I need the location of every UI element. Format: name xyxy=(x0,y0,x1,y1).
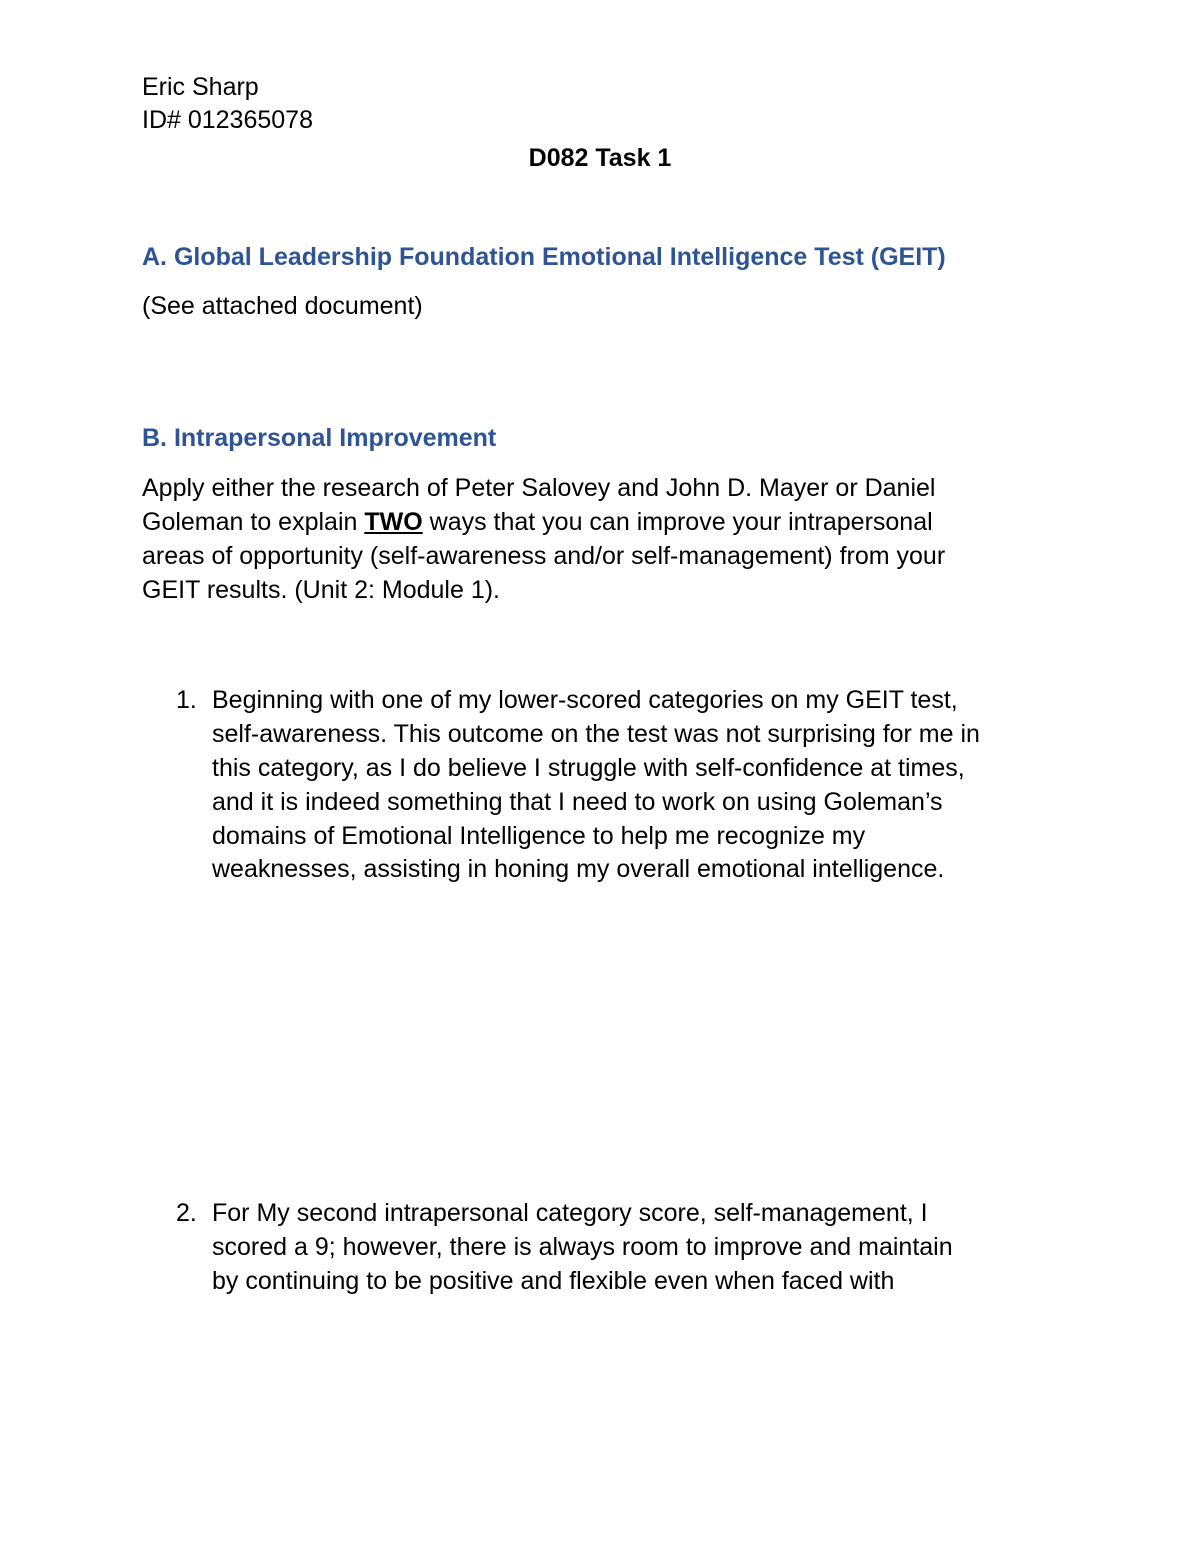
list-item-line: domains of Emotional Intelligence to help me recognize my xyxy=(212,822,866,850)
prompt-line-1: Apply either the research of Peter Salovey and John D. Mayer or Daniel xyxy=(142,474,936,502)
prompt-line-2-end: ways that you can improve your intrapersonal xyxy=(422,508,933,536)
list-item-line: and it is indeed something that I need to work on using Goleman’s xyxy=(212,788,943,816)
section-a-heading: A. Global Leadership Foundation Emotional Intelligence Test (GEIT) xyxy=(142,243,946,271)
prompt-line-2-start: Goleman to explain xyxy=(142,508,365,536)
list-item-line: self-awareness. This outcome on the test was not surprising for me in xyxy=(212,720,980,748)
list-item-line: Beginning with one of my lower-scored categories on my GEIT test, xyxy=(212,686,958,714)
list-item-number: 2. xyxy=(176,1199,197,1227)
prompt-line-2 xyxy=(142,505,933,539)
prompt-line-4: GEIT results. (Unit 2: Module 1). xyxy=(142,576,500,604)
list-item-line: weaknesses, assisting in honing my overall emotional intelligence. xyxy=(212,855,945,883)
prompt-line-3: areas of opportunity (self-awareness and/or self-management) from your xyxy=(142,542,946,570)
prompt-emphasis: TWO xyxy=(364,508,423,536)
list-item-line: scored a 9; however, there is always room to improve and maintain xyxy=(212,1233,953,1261)
student-id: ID# 012365078 xyxy=(142,106,313,134)
list-item-line: For My second intrapersonal category score, self-management, I xyxy=(212,1199,928,1227)
section-b-heading: B. Intrapersonal Improvement xyxy=(142,424,497,452)
author-name: Eric Sharp xyxy=(142,73,259,101)
list-item-line: by continuing to be positive and flexible even when faced with xyxy=(212,1267,895,1295)
section-a-note: (See attached document) xyxy=(142,292,423,320)
page-title: D082 Task 1 xyxy=(528,144,672,172)
list-item-line: this category, as I do believe I struggle with self-confidence at times, xyxy=(212,754,965,782)
list-item-number: 1. xyxy=(176,686,197,714)
